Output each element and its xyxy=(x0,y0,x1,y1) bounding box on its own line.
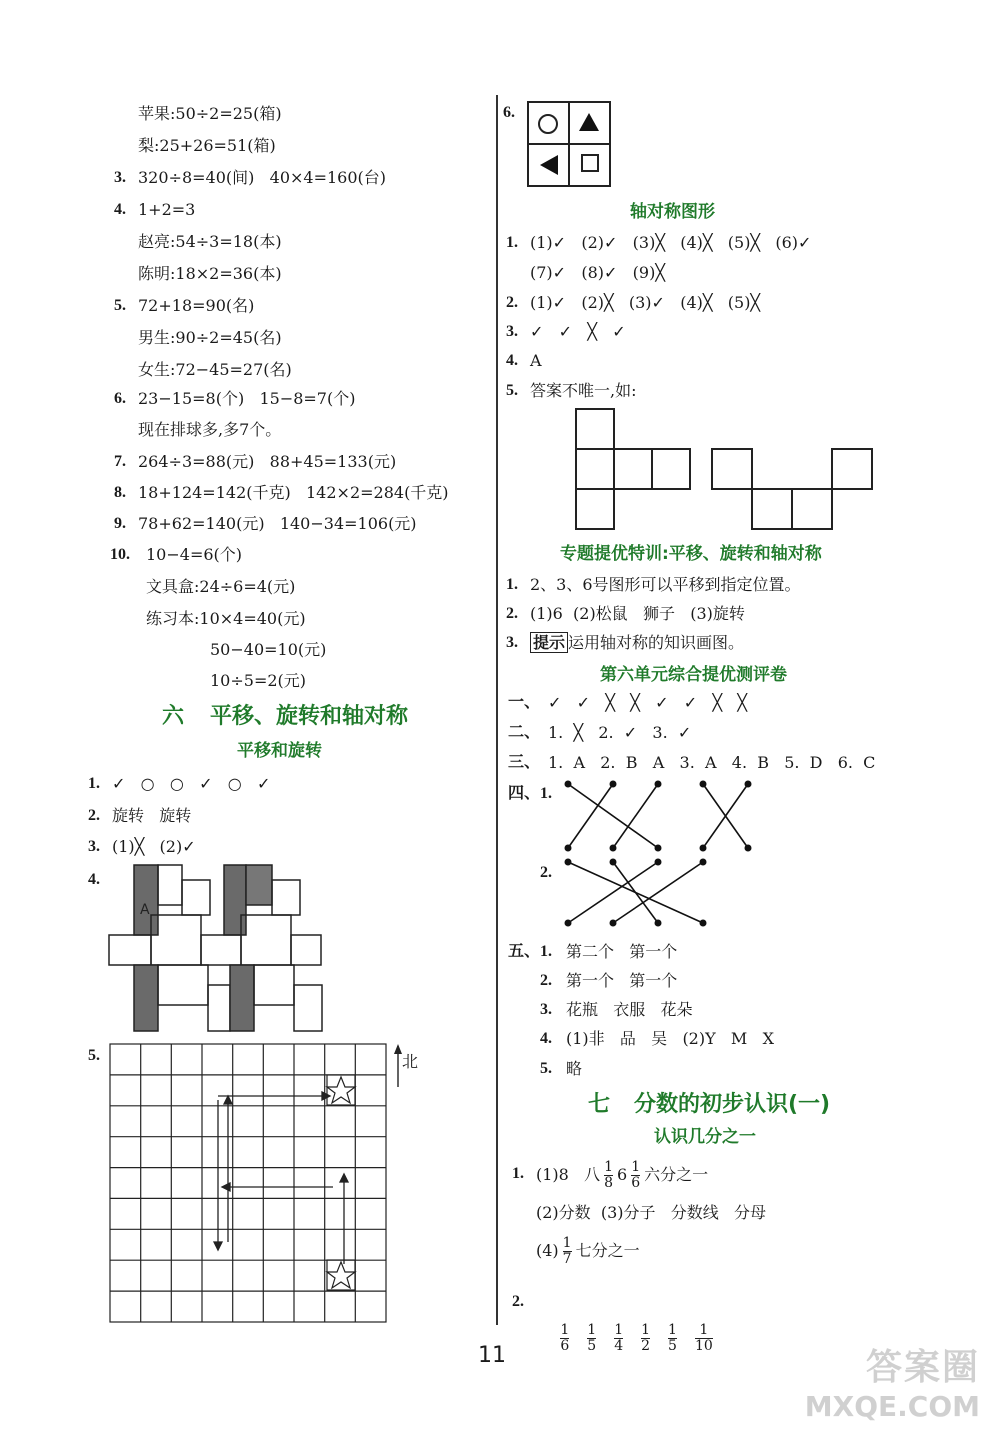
fraction: $\frac{1}{4}$ xyxy=(614,1322,624,1354)
north-label: 北 xyxy=(402,1052,419,1071)
watermark-url: MXQE.COM xyxy=(804,1390,980,1423)
answer-line: 男生:90÷2=45(名) xyxy=(138,328,282,347)
answer-line: 1+2=3 xyxy=(138,200,196,219)
cube-net-figure xyxy=(570,405,876,531)
fraction: $\frac{1}{2}$ xyxy=(641,1322,651,1354)
question-number: 2. xyxy=(540,864,552,881)
answer-line: (1)✓ (2)╳ (3)✓ (4)╳ (5)╳ xyxy=(530,293,761,312)
question-number: 5. xyxy=(114,297,126,314)
page-number: 11 xyxy=(478,1343,506,1368)
answer-line xyxy=(536,1234,640,1268)
fraction: $\frac{1}{10}$ xyxy=(694,1322,713,1354)
answer-text: (4) xyxy=(536,1241,559,1260)
question-number: 2. xyxy=(506,605,518,622)
answer-line: 苹果:50÷2=25(箱) xyxy=(138,104,282,123)
answer-line: (1)✓ (2)✓ (3)╳ (4)╳ (5)╳ (6)✓ xyxy=(530,233,812,252)
question-number: 2. xyxy=(540,972,552,989)
answer-line: (1)╳ (2)✓ xyxy=(112,837,196,856)
answer-line: ✓ ✓ ╳ ╳ ✓ ✓ ╳ ╳ xyxy=(548,693,747,712)
shape-grid-figure xyxy=(526,100,612,188)
answer-line: (1)非 品 吴 (2)Y M X xyxy=(566,1029,774,1048)
answer-line: 旋转 旋转 xyxy=(112,806,192,825)
fraction xyxy=(631,1160,640,1191)
denominator: 6 xyxy=(631,1175,641,1191)
answer-text: (1)8 八 xyxy=(536,1165,601,1184)
question-number: 4. xyxy=(88,871,100,888)
question-number: 6. xyxy=(114,390,126,407)
answer-line: 第二个 第一个 xyxy=(566,942,678,961)
lesson-title: 轴对称图形 xyxy=(630,202,715,222)
answer-line: (2)分数 (3)分子 分数线 分母 xyxy=(536,1203,767,1222)
answer-line: 答案不唯一,如: xyxy=(530,381,637,400)
answer-text: 六分之一 xyxy=(644,1165,709,1184)
answer-line: 陈明:18×2=36(本) xyxy=(138,264,282,283)
unit-number: 六 xyxy=(162,704,185,729)
question-number: 3. xyxy=(114,169,126,186)
hint-label: 提示 xyxy=(530,632,568,653)
part-number: 一、 xyxy=(508,694,541,711)
question-number: 8. xyxy=(114,484,126,501)
unit-title: 平移、旋转和轴对称 xyxy=(210,704,409,729)
grid-figure xyxy=(108,1042,428,1327)
answer-line: 略 xyxy=(566,1059,583,1078)
answer-line: 赵亮:54÷3=18(本) xyxy=(138,232,282,251)
answer-line: 练习本:10×4=40(元) xyxy=(146,609,306,628)
answer-line: 第一个 第一个 xyxy=(566,971,678,990)
matching-lines-figure xyxy=(560,778,760,928)
svg-text:A: A xyxy=(140,902,150,918)
numerator: 1 xyxy=(604,1159,614,1175)
lesson-title: 认识几分之一 xyxy=(654,1127,756,1147)
question-number: 1. xyxy=(540,785,552,802)
question-number: 4. xyxy=(506,352,518,369)
question-number: 4. xyxy=(114,201,126,218)
part-number: 四、 xyxy=(508,785,541,802)
answer-line: 1. ╳ 2. ✓ 3. ✓ xyxy=(548,723,692,742)
hint-text: 运用轴对称的知识画图。 xyxy=(568,633,745,652)
answer-line: 50−40=10(元) xyxy=(210,640,327,659)
answer-line: 23−15=8(个) 15−8=7(个) xyxy=(138,389,356,408)
question-number: 5. xyxy=(506,382,518,399)
question-number: 4. xyxy=(540,1030,552,1047)
part-number: 三、 xyxy=(508,754,541,771)
question-number: 10. xyxy=(110,546,130,563)
watermark-logo: 答案圈 xyxy=(865,1347,980,1388)
denominator: 7 xyxy=(562,1251,572,1267)
question-number: 5. xyxy=(540,1060,552,1077)
answer-line: ✓ ✓ ╳ ✓ xyxy=(530,322,626,341)
answer-line: 1. A 2. B A 3. A 4. B 5. D 6. C xyxy=(548,753,876,772)
fraction: $\frac{1}{6}$ xyxy=(560,1322,570,1354)
watermark xyxy=(805,1339,980,1423)
answer-line xyxy=(530,633,744,653)
lesson-title: 平移和旋转 xyxy=(237,741,322,761)
answer-line xyxy=(536,1158,708,1192)
answer-line: 10−4=6(个) xyxy=(146,545,243,564)
denominator: 8 xyxy=(604,1175,614,1191)
question-number: 1. xyxy=(506,576,518,593)
answer-line: 2、3、6号图形可以平移到指定位置。 xyxy=(530,575,801,594)
column-divider xyxy=(496,95,498,1325)
answer-line: ✓ ○ ○ ✓ ○ ✓ xyxy=(112,774,271,793)
question-number: 1. xyxy=(540,943,552,960)
answer-line: 264÷3=88(元) 88+45=133(元) xyxy=(138,452,397,471)
fraction xyxy=(604,1160,613,1191)
question-number: 2. xyxy=(506,294,518,311)
question-number: 2. xyxy=(88,807,100,824)
question-number: 1. xyxy=(88,775,100,792)
answer-line: 文具盒:24÷6=4(元) xyxy=(146,577,296,596)
answer-line: 320÷8=40(间) 40×4=160(台) xyxy=(138,168,387,187)
answer-line: 现在排球多,多7个。 xyxy=(138,420,282,439)
answer-line: 梨:25+26=51(箱) xyxy=(138,136,276,155)
fraction: $\frac{1}{5}$ xyxy=(668,1322,677,1354)
section-title: 第六单元综合提优测评卷 xyxy=(600,665,787,685)
answer-line: A xyxy=(530,351,542,370)
question-number: 6. xyxy=(503,104,515,121)
question-number: 9. xyxy=(114,515,126,532)
part-number: 二、 xyxy=(508,724,541,741)
question-number: 3. xyxy=(506,634,518,651)
question-number: 7. xyxy=(114,453,126,470)
answer-line: (1)6 (2)松鼠 狮子 (3)旋转 xyxy=(530,604,745,623)
answer-line: 18+124=142(千克) 142×2=284(千克) xyxy=(138,483,449,502)
question-number: 2. xyxy=(512,1293,524,1310)
question-number: 1. xyxy=(512,1165,524,1182)
answer-line: 花瓶 衣服 花朵 xyxy=(566,1000,693,1019)
question-number: 3. xyxy=(506,323,518,340)
answer-line: 72+18=90(名) xyxy=(138,296,255,315)
answer-text: 6 xyxy=(617,1165,628,1184)
fraction: $\frac{1}{5}$ xyxy=(587,1322,597,1354)
numerator: 1 xyxy=(562,1235,572,1251)
unit-number: 七 xyxy=(588,1092,611,1117)
unit-title: 分数的初步认识(一) xyxy=(634,1092,831,1117)
part-number: 五、 xyxy=(508,943,541,960)
answer-line: (7)✓ (8)✓ (9)╳ xyxy=(530,263,665,282)
answer-line: 78+62=140(元) 140−34=106(元) xyxy=(138,514,417,533)
question-number: 3. xyxy=(88,838,100,855)
question-number: 3. xyxy=(540,1001,552,1018)
question-number: 5. xyxy=(88,1047,100,1064)
section-title: 专题提优特训:平移、旋转和轴对称 xyxy=(560,544,822,564)
answer-line: 10÷5=2(元) xyxy=(210,671,307,690)
answer-text: 七分之一 xyxy=(575,1241,640,1260)
question-number: 1. xyxy=(506,234,518,251)
answer-line: 女生:72−45=27(名) xyxy=(138,360,292,379)
numerator: 1 xyxy=(631,1159,641,1175)
fraction-row xyxy=(536,1278,717,1398)
fraction xyxy=(563,1236,572,1267)
tessellation-figure xyxy=(106,862,326,1034)
